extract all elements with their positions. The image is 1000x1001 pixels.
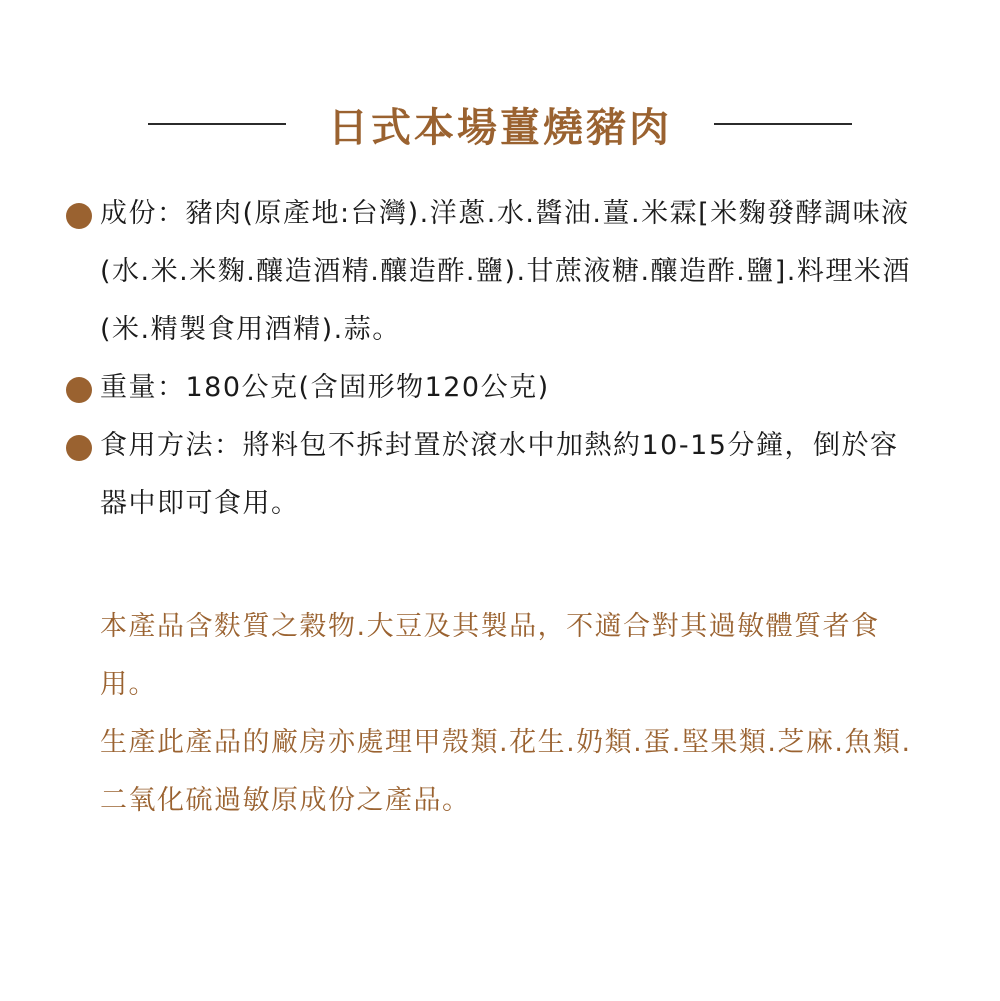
bullet-icon: [66, 203, 92, 229]
ingredients-text: 成份：豬肉(原產地:台灣).洋蔥.水.醬油.薑.米霖[米麴發酵調味液(水.米.米麴.釀造酒精.釀造酢.鹽).甘蔗液糖.釀造酢.鹽].料理米酒(米.精製食用酒精).蒜。: [100, 198, 911, 345]
info-item-ingredients: [66, 185, 926, 359]
weight-text: 重量：180公克(含固形物120公克): [100, 372, 550, 403]
usage-text: 食用方法：將料包不拆封置於滾水中加熱約10-15分鐘，倒於容器中即可食用。: [100, 430, 899, 519]
bullet-icon: [66, 435, 92, 461]
allergen-facility-paragraph: 生產此產品的廠房亦處理甲殼類.花生.奶類.蛋.堅果類.芝麻.魚類.二氧化硫過敏原成份之產品。: [100, 727, 912, 816]
allergen-notice: [100, 598, 920, 830]
info-item-usage: [66, 417, 926, 533]
title-left-divider: [148, 123, 286, 125]
bullet-icon: [66, 377, 92, 403]
product-info-list: [66, 185, 926, 533]
title-right-divider: [714, 123, 852, 125]
allergen-notice-paragraph: 本產品含麩質之穀物.大豆及其製品，不適合對其過敏體質者食用。: [100, 611, 880, 700]
title-row: [0, 92, 1000, 156]
info-item-weight: [66, 359, 926, 417]
page-title: 日式本場薑燒豬肉: [328, 104, 672, 151]
